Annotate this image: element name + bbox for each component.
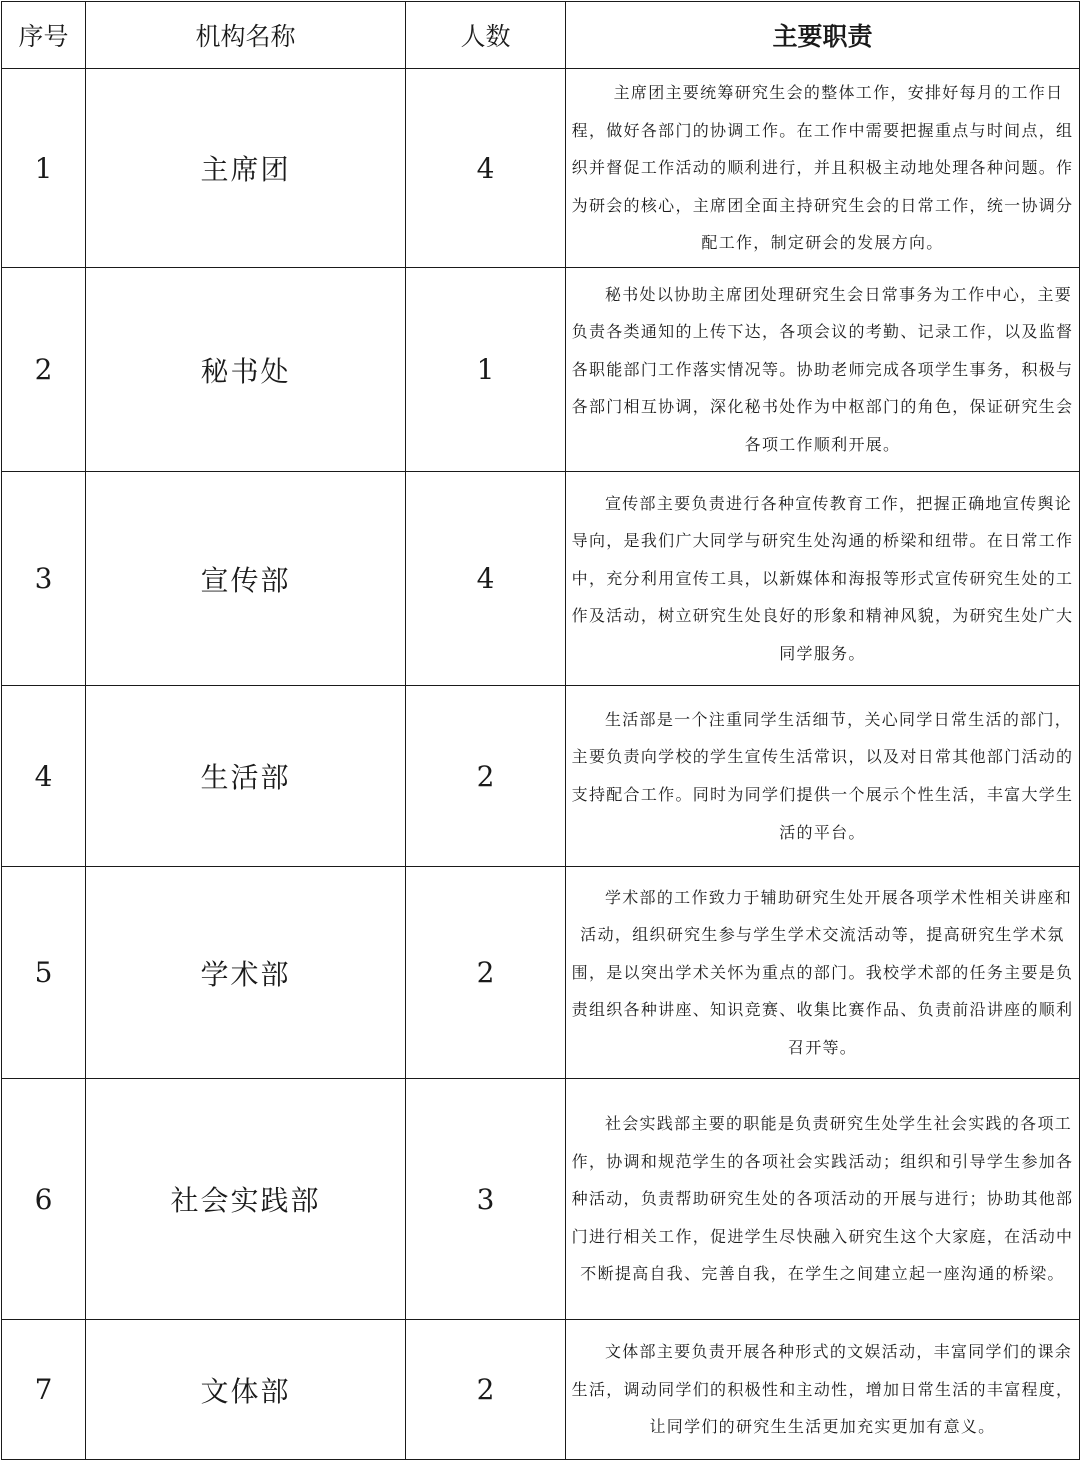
table-row (2, 69, 1080, 268)
header-index: 序号 (2, 2, 86, 69)
row-name: 学术部 (86, 867, 406, 1079)
table-row (2, 472, 1080, 686)
table-row (2, 268, 1080, 472)
row-count: 4 (406, 69, 566, 268)
row-count: 3 (406, 1079, 566, 1320)
row-duty-text: 宣传部主要负责进行各种宣传教育工作，把握正确地宣传舆论导向，是我们广大同学与研究生处沟通的桥梁和纽带。在日常工作中，充分利用宣传工具，以新媒体和海报等形式宣传研究生处的工作及活动，树立研究生处良好的形象和精神风貌，为研究生处广大同学服务。 (571, 493, 1074, 663)
header-duty: 主要职责 (566, 2, 1080, 69)
row-index: 7 (2, 1320, 86, 1460)
row-duty (566, 69, 1080, 268)
row-count: 1 (406, 268, 566, 472)
row-duty (566, 268, 1080, 472)
row-duty (566, 867, 1080, 1079)
row-duty (566, 1079, 1080, 1320)
row-count: 4 (406, 472, 566, 686)
row-duty (566, 472, 1080, 686)
row-name: 生活部 (86, 686, 406, 867)
row-duty (566, 1320, 1080, 1460)
row-count: 2 (406, 1320, 566, 1460)
row-duty-text: 文体部主要负责开展各种形式的文娱活动，丰富同学们的课余生活，调动同学们的积极性和主动性，增加日常生活的丰富程度，让同学们的研究生生活更加充实更加有意义。 (571, 1342, 1074, 1437)
row-count: 2 (406, 867, 566, 1079)
row-index: 4 (2, 686, 86, 867)
row-index: 3 (2, 472, 86, 686)
row-duty-text: 秘书处以协助主席团处理研究生会日常事务为工作中心，主要负责各类通知的上传下达，各项会议的考勤、记录工作，以及监督各职能部门工作落实情况等。协助老师完成各项学生事务，积极与各部门相互协调，深化秘书处作为中枢部门的角色，保证研究生会各项工作顺利开展。 (571, 284, 1074, 454)
row-index: 6 (2, 1079, 86, 1320)
row-duty (566, 686, 1080, 867)
row-index: 5 (2, 867, 86, 1079)
row-name: 社会实践部 (86, 1079, 406, 1320)
row-name: 秘书处 (86, 268, 406, 472)
row-duty-text: 社会实践部主要的职能是负责研究生处学生社会实践的各项工作，协调和规范学生的各项社会实践活动；组织和引导学生参加各种活动，负责帮助研究生处的各项活动的开展与进行；协助其他部门进行相关工作，促进学生尽快融入研究生这个大家庭，在活动中不断提高自我、完善自我，在学生之间建立起一座沟通的桥梁。 (571, 1114, 1074, 1284)
table-row (2, 1320, 1080, 1460)
row-index: 1 (2, 69, 86, 268)
row-name: 主席团 (86, 69, 406, 268)
row-count: 2 (406, 686, 566, 867)
header-count: 人数 (406, 2, 566, 69)
row-name: 宣传部 (86, 472, 406, 686)
row-name: 文体部 (86, 1320, 406, 1460)
row-index: 2 (2, 268, 86, 472)
row-duty-text: 生活部是一个注重同学生活细节，关心同学日常生活的部门，主要负责向学校的学生宣传生活常识，以及对日常其他部门活动的支持配合工作。同时为同学们提供一个展示个性生活，丰富大学生活的平台。 (571, 709, 1074, 842)
table-header-row (2, 2, 1080, 69)
row-duty-text: 主席团主要统筹研究生会的整体工作，安排好每月的工作日程，做好各部门的协调工作。在工作中需要把握重点与时间点，组织并督促工作活动的顺利进行，并且积极主动地处理各种问题。作为研会的核心，主席团全面主持研究生会的日常工作，统一协调分配工作，制定研会的发展方向。 (571, 83, 1074, 253)
table-row (2, 867, 1080, 1079)
row-duty-text: 学术部的工作致力于辅助研究生处开展各项学术性相关讲座和活动，组织研究生参与学生学术交流活动等，提高研究生学术氛围，是以突出学术关怀为重点的部门。我校学术部的任务主要是负责组织各种讲座、知识竞赛、收集比赛作品、负责前沿讲座的顺利召开等。 (571, 887, 1074, 1057)
header-name: 机构名称 (86, 2, 406, 69)
organization-table (1, 1, 1080, 1460)
table-row (2, 686, 1080, 867)
table-row (2, 1079, 1080, 1320)
